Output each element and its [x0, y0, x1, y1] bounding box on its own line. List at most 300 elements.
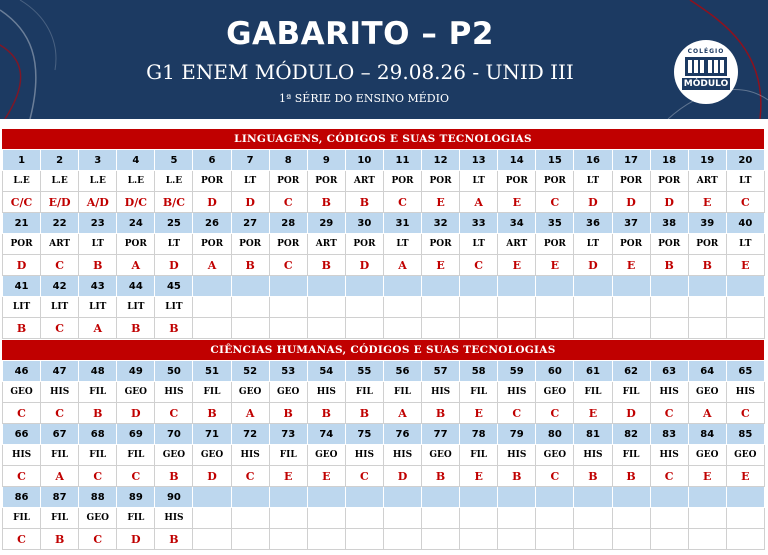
question-number: 63: [650, 361, 688, 382]
answer-cell: E: [422, 255, 460, 276]
empty-cell: [307, 276, 345, 297]
answer-cell: C: [41, 255, 79, 276]
empty-cell: [688, 487, 726, 508]
answer-cell: B/C: [155, 192, 193, 213]
question-number-row: [3, 213, 765, 234]
subject-code: HIS: [422, 382, 460, 403]
section-title: CIÊNCIAS HUMANAS, CÓDIGOS E SUAS TECNOLOGIAS: [2, 340, 764, 360]
subject-code: HIS: [650, 445, 688, 466]
subject-code: FIL: [612, 445, 650, 466]
empty-cell: [726, 318, 764, 339]
empty-cell: [193, 529, 231, 550]
question-number: 47: [41, 361, 79, 382]
empty-cell: [612, 529, 650, 550]
empty-cell: [345, 276, 383, 297]
empty-cell: [726, 297, 764, 318]
empty-cell: [345, 487, 383, 508]
empty-cell: [536, 487, 574, 508]
empty-cell: [574, 276, 612, 297]
answer-cell-row: [3, 529, 765, 550]
subject-code-row: [3, 171, 765, 192]
question-number: 46: [3, 361, 41, 382]
answer-cell: E: [688, 192, 726, 213]
empty-cell: [231, 487, 269, 508]
empty-cell: [688, 276, 726, 297]
question-number: 60: [536, 361, 574, 382]
answer-cell: A: [193, 255, 231, 276]
empty-cell: [307, 318, 345, 339]
answer-cell: A: [41, 466, 79, 487]
answer-cell-row: [3, 255, 765, 276]
empty-cell: [422, 276, 460, 297]
answer-cell: B: [41, 529, 79, 550]
empty-cell: [345, 297, 383, 318]
subject-code: POR: [269, 234, 307, 255]
subject-code-row: [3, 508, 765, 529]
answer-cell: C: [345, 466, 383, 487]
subject-code-row: [3, 234, 765, 255]
empty-cell: [422, 297, 460, 318]
subject-code: POR: [688, 234, 726, 255]
subject-code: FIL: [41, 445, 79, 466]
answer-cell: D: [193, 466, 231, 487]
answer-cell: B: [422, 403, 460, 424]
question-number: 35: [536, 213, 574, 234]
question-number: 80: [536, 424, 574, 445]
empty-cell: [498, 297, 536, 318]
empty-cell: [193, 297, 231, 318]
empty-cell: [726, 529, 764, 550]
logo-word: MÓDULO: [683, 79, 729, 89]
empty-cell: [726, 487, 764, 508]
subject-code: POR: [231, 234, 269, 255]
question-number: 28: [269, 213, 307, 234]
empty-cell: [612, 487, 650, 508]
empty-cell: [536, 297, 574, 318]
empty-cell: [498, 487, 536, 508]
subject-code: POR: [117, 234, 155, 255]
subject-code: POR: [498, 171, 536, 192]
empty-cell: [383, 318, 421, 339]
answer-cell-row: [3, 192, 765, 213]
empty-cell: [574, 529, 612, 550]
empty-cell: [460, 318, 498, 339]
empty-cell: [574, 318, 612, 339]
answer-cell: B: [155, 466, 193, 487]
subject-code: HIS: [574, 445, 612, 466]
subject-code: POR: [422, 171, 460, 192]
answer-cell: B: [79, 403, 117, 424]
question-number: 59: [498, 361, 536, 382]
answer-cell: E: [726, 466, 764, 487]
question-number: 87: [41, 487, 79, 508]
subject-code: ART: [41, 234, 79, 255]
question-number: 49: [117, 361, 155, 382]
empty-cell: [345, 508, 383, 529]
answer-grid-languages: [2, 149, 765, 339]
question-number: 14: [498, 150, 536, 171]
empty-cell: [460, 487, 498, 508]
answer-cell: D: [345, 255, 383, 276]
subject-code: HIS: [3, 445, 41, 466]
question-number: 83: [650, 424, 688, 445]
answer-cell: A: [383, 255, 421, 276]
answer-cell: D: [117, 529, 155, 550]
question-number-row: [3, 487, 765, 508]
question-number: 58: [460, 361, 498, 382]
answer-cell-row: [3, 466, 765, 487]
question-number: 57: [422, 361, 460, 382]
question-number: 11: [383, 150, 421, 171]
question-number: 31: [383, 213, 421, 234]
question-number: 26: [193, 213, 231, 234]
answer-cell: D: [612, 192, 650, 213]
question-number: 75: [345, 424, 383, 445]
answer-cell: C: [3, 529, 41, 550]
section-title: LINGUAGENS, CÓDIGOS E SUAS TECNOLOGIAS: [2, 129, 764, 149]
question-number-row: [3, 424, 765, 445]
question-number: 53: [269, 361, 307, 382]
question-number: 45: [155, 276, 193, 297]
answer-cell: B: [3, 318, 41, 339]
answer-cell: E: [536, 255, 574, 276]
subject-code: FIL: [3, 508, 41, 529]
question-number: 72: [231, 424, 269, 445]
subject-code: LIT: [3, 297, 41, 318]
answer-cell: B: [307, 192, 345, 213]
answer-cell: B: [422, 466, 460, 487]
empty-cell: [650, 276, 688, 297]
subject-code: POR: [307, 171, 345, 192]
school-logo: [674, 40, 738, 104]
answer-cell: D: [193, 192, 231, 213]
subject-code: LIT: [117, 297, 155, 318]
subject-code-row: [3, 445, 765, 466]
empty-cell: [307, 508, 345, 529]
question-number: 39: [688, 213, 726, 234]
subject-code: HIS: [307, 382, 345, 403]
empty-cell: [269, 276, 307, 297]
answer-cell: D/C: [117, 192, 155, 213]
answer-cell: A: [460, 192, 498, 213]
answer-cell: C: [79, 529, 117, 550]
answer-cell: C: [269, 192, 307, 213]
empty-cell: [688, 529, 726, 550]
question-number: 43: [79, 276, 117, 297]
empty-cell: [231, 529, 269, 550]
question-number: 48: [79, 361, 117, 382]
subject-code: FIL: [345, 382, 383, 403]
empty-cell: [460, 276, 498, 297]
question-number: 74: [307, 424, 345, 445]
question-number: 12: [422, 150, 460, 171]
empty-cell: [269, 297, 307, 318]
answer-cell: C: [650, 403, 688, 424]
empty-cell: [422, 487, 460, 508]
subject-code: GEO: [688, 445, 726, 466]
subject-code: GEO: [536, 445, 574, 466]
subject-code: POR: [193, 171, 231, 192]
answer-cell: C/C: [3, 192, 41, 213]
subject-code: FIL: [79, 445, 117, 466]
subject-code: LT: [726, 171, 764, 192]
question-number: 85: [726, 424, 764, 445]
question-number: 27: [231, 213, 269, 234]
question-number: 24: [117, 213, 155, 234]
empty-cell: [536, 318, 574, 339]
question-number: 89: [117, 487, 155, 508]
question-number: 32: [422, 213, 460, 234]
subject-code: POR: [650, 234, 688, 255]
header-banner: [0, 0, 768, 119]
empty-cell: [460, 529, 498, 550]
question-number: 67: [41, 424, 79, 445]
empty-cell: [231, 318, 269, 339]
subject-code: LIT: [41, 297, 79, 318]
answer-cell: C: [536, 466, 574, 487]
question-number: 77: [422, 424, 460, 445]
answer-cell: D: [574, 255, 612, 276]
question-number: 15: [536, 150, 574, 171]
answer-cell-row: [3, 318, 765, 339]
answer-cell: A: [79, 318, 117, 339]
subject-code: GEO: [536, 382, 574, 403]
question-number: 78: [460, 424, 498, 445]
subject-code: GEO: [422, 445, 460, 466]
answer-cell: B: [650, 255, 688, 276]
answer-cell: D: [612, 403, 650, 424]
subject-code: LT: [79, 234, 117, 255]
logo-top-text: COLÉGIO: [687, 48, 725, 55]
empty-cell: [612, 508, 650, 529]
answer-cell: B: [269, 403, 307, 424]
subject-code: FIL: [574, 382, 612, 403]
question-number: 25: [155, 213, 193, 234]
subject-code: GEO: [155, 445, 193, 466]
empty-cell: [422, 318, 460, 339]
answer-cell: B: [498, 466, 536, 487]
question-number: 38: [650, 213, 688, 234]
answer-cell: C: [269, 255, 307, 276]
question-number: 3: [79, 150, 117, 171]
empty-cell: [650, 508, 688, 529]
subject-code: ART: [307, 234, 345, 255]
empty-cell: [345, 318, 383, 339]
question-number: 2: [41, 150, 79, 171]
empty-cell: [688, 297, 726, 318]
question-number: 90: [155, 487, 193, 508]
subject-code: HIS: [498, 445, 536, 466]
question-number: 17: [612, 150, 650, 171]
question-number: 44: [117, 276, 155, 297]
question-number: 4: [117, 150, 155, 171]
question-number: 7: [231, 150, 269, 171]
question-number: 34: [498, 213, 536, 234]
empty-cell: [422, 508, 460, 529]
empty-cell: [688, 318, 726, 339]
empty-cell: [460, 297, 498, 318]
question-number: 70: [155, 424, 193, 445]
empty-cell: [383, 487, 421, 508]
answer-cell: C: [650, 466, 688, 487]
answer-cell: C: [3, 466, 41, 487]
empty-cell: [383, 529, 421, 550]
answer-cell: B: [193, 403, 231, 424]
question-number: 81: [574, 424, 612, 445]
answer-cell: C: [79, 466, 117, 487]
question-number: 68: [79, 424, 117, 445]
answer-cell: C: [41, 318, 79, 339]
question-number: 9: [307, 150, 345, 171]
empty-cell: [612, 276, 650, 297]
answer-cell: B: [231, 255, 269, 276]
subject-code: LIT: [155, 297, 193, 318]
subject-code: POR: [3, 234, 41, 255]
subject-code: FIL: [117, 445, 155, 466]
empty-cell: [383, 297, 421, 318]
answer-cell: C: [117, 466, 155, 487]
question-number: 6: [193, 150, 231, 171]
subject-code: FIL: [460, 445, 498, 466]
subject-code: GEO: [193, 445, 231, 466]
empty-cell: [231, 276, 269, 297]
subject-code: HIS: [345, 445, 383, 466]
empty-cell: [612, 297, 650, 318]
subject-code: FIL: [460, 382, 498, 403]
answer-cell: C: [726, 192, 764, 213]
empty-cell: [307, 529, 345, 550]
empty-cell: [650, 297, 688, 318]
answer-cell: E: [688, 466, 726, 487]
question-number: 50: [155, 361, 193, 382]
answer-grid-humanities: [2, 360, 765, 550]
question-number: 19: [688, 150, 726, 171]
subject-code: FIL: [612, 382, 650, 403]
subject-code: HIS: [498, 382, 536, 403]
subject-code: L.E: [79, 171, 117, 192]
subject-code: LT: [231, 171, 269, 192]
exam-subtitle: G1 ENEM MÓDULO – 29.08.26 - UNID III: [146, 60, 574, 84]
answer-cell: E: [498, 255, 536, 276]
answer-cell: D: [155, 255, 193, 276]
empty-cell: [536, 508, 574, 529]
question-number: 76: [383, 424, 421, 445]
answer-cell-row: [3, 403, 765, 424]
empty-cell: [650, 318, 688, 339]
subject-code: LIT: [79, 297, 117, 318]
logo-mark-icon: [685, 57, 727, 76]
question-number: 52: [231, 361, 269, 382]
question-number-row: [3, 361, 765, 382]
question-number: 8: [269, 150, 307, 171]
subject-code: POR: [345, 234, 383, 255]
empty-cell: [193, 508, 231, 529]
subject-code: LT: [574, 171, 612, 192]
subject-code: HIS: [41, 382, 79, 403]
subject-code: FIL: [193, 382, 231, 403]
answer-key-sheet: [2, 129, 764, 553]
subject-code: GEO: [269, 382, 307, 403]
subject-code: L.E: [117, 171, 155, 192]
subject-code: FIL: [117, 508, 155, 529]
subject-code: GEO: [688, 382, 726, 403]
question-number: 66: [3, 424, 41, 445]
answer-cell: C: [498, 403, 536, 424]
subject-code: FIL: [269, 445, 307, 466]
subject-code: L.E: [41, 171, 79, 192]
question-number: 62: [612, 361, 650, 382]
question-number: 22: [41, 213, 79, 234]
answer-cell: A: [231, 403, 269, 424]
answer-cell: D: [574, 192, 612, 213]
answer-cell: B: [612, 466, 650, 487]
subject-code: LT: [155, 234, 193, 255]
answer-cell: B: [155, 529, 193, 550]
question-number: 30: [345, 213, 383, 234]
question-number: 13: [460, 150, 498, 171]
empty-cell: [345, 529, 383, 550]
answer-cell: D: [3, 255, 41, 276]
empty-cell: [536, 529, 574, 550]
question-number: 40: [726, 213, 764, 234]
answer-cell: E: [612, 255, 650, 276]
answer-cell: B: [688, 255, 726, 276]
subject-code: ART: [688, 171, 726, 192]
empty-cell: [498, 508, 536, 529]
subject-code: HIS: [231, 445, 269, 466]
answer-cell: C: [155, 403, 193, 424]
subject-code-row: [3, 382, 765, 403]
question-number: 23: [79, 213, 117, 234]
question-number: 5: [155, 150, 193, 171]
answer-cell: E: [422, 192, 460, 213]
empty-cell: [231, 297, 269, 318]
answer-cell: C: [383, 192, 421, 213]
empty-cell: [574, 508, 612, 529]
answer-cell: E: [269, 466, 307, 487]
question-number: 16: [574, 150, 612, 171]
answer-cell: A/D: [79, 192, 117, 213]
grade-level: 1ª SÉRIE DO ENSINO MÉDIO: [279, 92, 449, 105]
answer-cell: C: [726, 403, 764, 424]
empty-cell: [536, 276, 574, 297]
subject-code: POR: [612, 234, 650, 255]
empty-cell: [193, 487, 231, 508]
question-number-row: [3, 276, 765, 297]
subject-code: FIL: [41, 508, 79, 529]
answer-cell: B: [345, 192, 383, 213]
empty-cell: [460, 508, 498, 529]
empty-cell: [498, 318, 536, 339]
answer-cell: A: [688, 403, 726, 424]
answer-cell: E: [498, 192, 536, 213]
answer-cell: B: [307, 403, 345, 424]
question-number: 54: [307, 361, 345, 382]
subject-code: GEO: [231, 382, 269, 403]
question-number-row: [3, 150, 765, 171]
answer-cell: B: [155, 318, 193, 339]
empty-cell: [269, 508, 307, 529]
question-number: 84: [688, 424, 726, 445]
empty-cell: [650, 529, 688, 550]
question-number: 33: [460, 213, 498, 234]
answer-cell: C: [460, 255, 498, 276]
subject-code: L.E: [3, 171, 41, 192]
empty-cell: [383, 508, 421, 529]
question-number: 73: [269, 424, 307, 445]
answer-cell: B: [117, 318, 155, 339]
answer-cell: D: [117, 403, 155, 424]
